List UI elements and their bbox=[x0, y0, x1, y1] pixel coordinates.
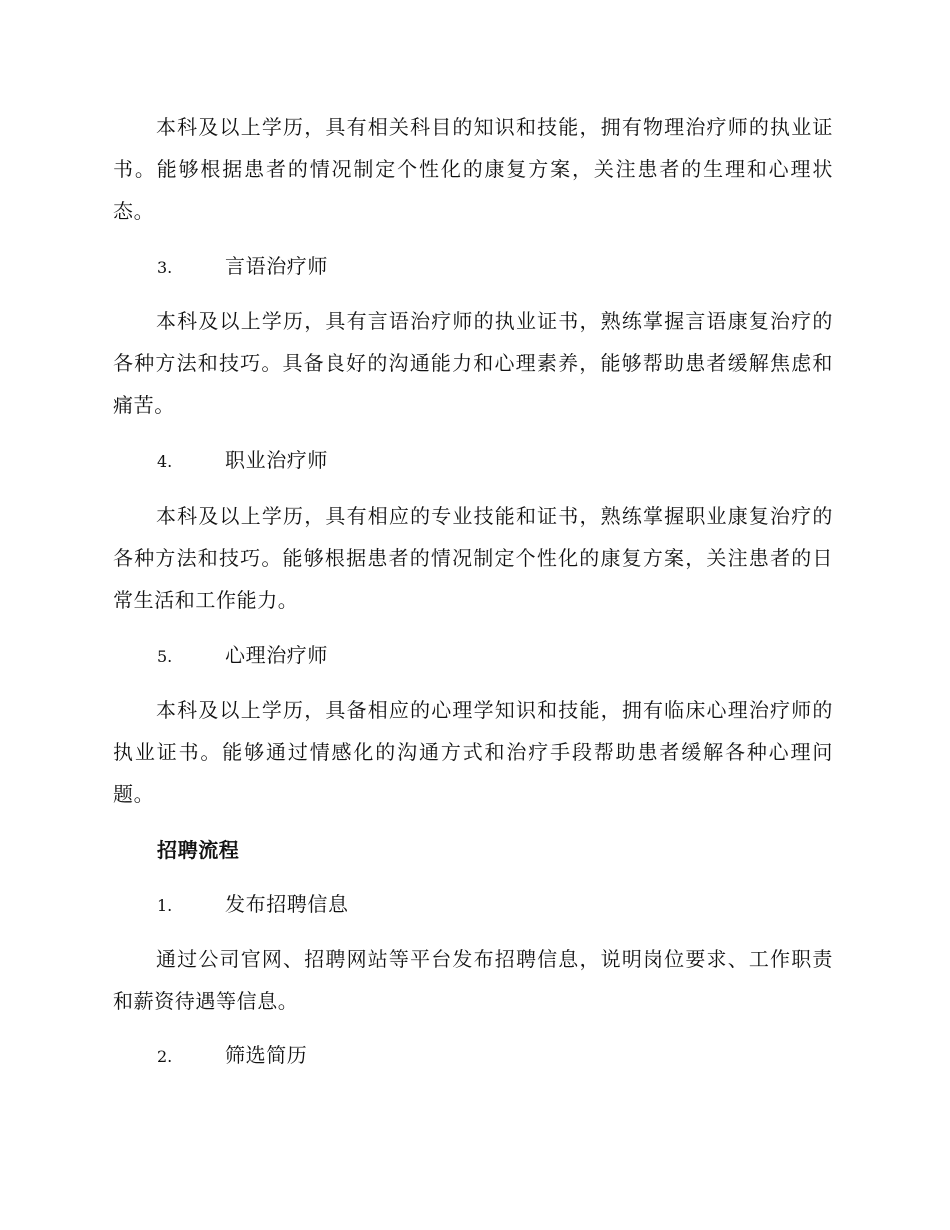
list-item-label: 心理治疗师 bbox=[225, 643, 328, 667]
list-number: 2. bbox=[157, 1047, 173, 1066]
list-item-label: 职业治疗师 bbox=[225, 448, 328, 472]
list-item-label: 筛选简历 bbox=[225, 1043, 308, 1067]
list-item-publish-recruitment-info bbox=[157, 883, 349, 927]
list-item-occupational-therapist bbox=[157, 439, 328, 483]
list-item-psychotherapist bbox=[157, 634, 328, 678]
paragraph-speech-therapist-requirements: 本科及以上学历，具有言语治疗师的执业证书，熟练掌握言语康复治疗的各种方法和技巧。具备良好的沟通能力和心理素养，能够帮助患者缓解焦虑和痛苦。 bbox=[113, 309, 833, 417]
list-item-screen-resumes bbox=[157, 1034, 307, 1078]
list-number: 1. bbox=[157, 896, 173, 915]
paragraph-physiotherapist-requirements: 本科及以上学历，具有相关科目的知识和技能，拥有物理治疗师的执业证书。能够根据患者的情况制定个性化的康复方案，关注患者的生理和心理状态。 bbox=[113, 115, 833, 223]
section-heading-recruitment-process: 招聘流程 bbox=[157, 838, 240, 862]
paragraph-psychotherapist-requirements: 本科及以上学历，具备相应的心理学知识和技能，拥有临床心理治疗师的执业证书。能够通过情感化的沟通方式和治疗手段帮助患者缓解各种心理问题。 bbox=[113, 698, 833, 806]
list-item-speech-therapist bbox=[157, 245, 328, 289]
list-item-label: 言语治疗师 bbox=[225, 254, 328, 278]
list-number: 3. bbox=[157, 258, 173, 277]
list-number: 4. bbox=[157, 452, 173, 471]
paragraph-publish-recruitment-info: 通过公司官网、招聘网站等平台发布招聘信息，说明岗位要求、工作职责和薪资待遇等信息。 bbox=[113, 947, 833, 1013]
list-item-label: 发布招聘信息 bbox=[225, 892, 349, 916]
paragraph-occupational-therapist-requirements: 本科及以上学历，具有相应的专业技能和证书，熟练掌握职业康复治疗的各种方法和技巧。能够根据患者的情况制定个性化的康复方案，关注患者的日常生活和工作能力。 bbox=[113, 504, 833, 612]
list-number: 5. bbox=[157, 647, 173, 666]
